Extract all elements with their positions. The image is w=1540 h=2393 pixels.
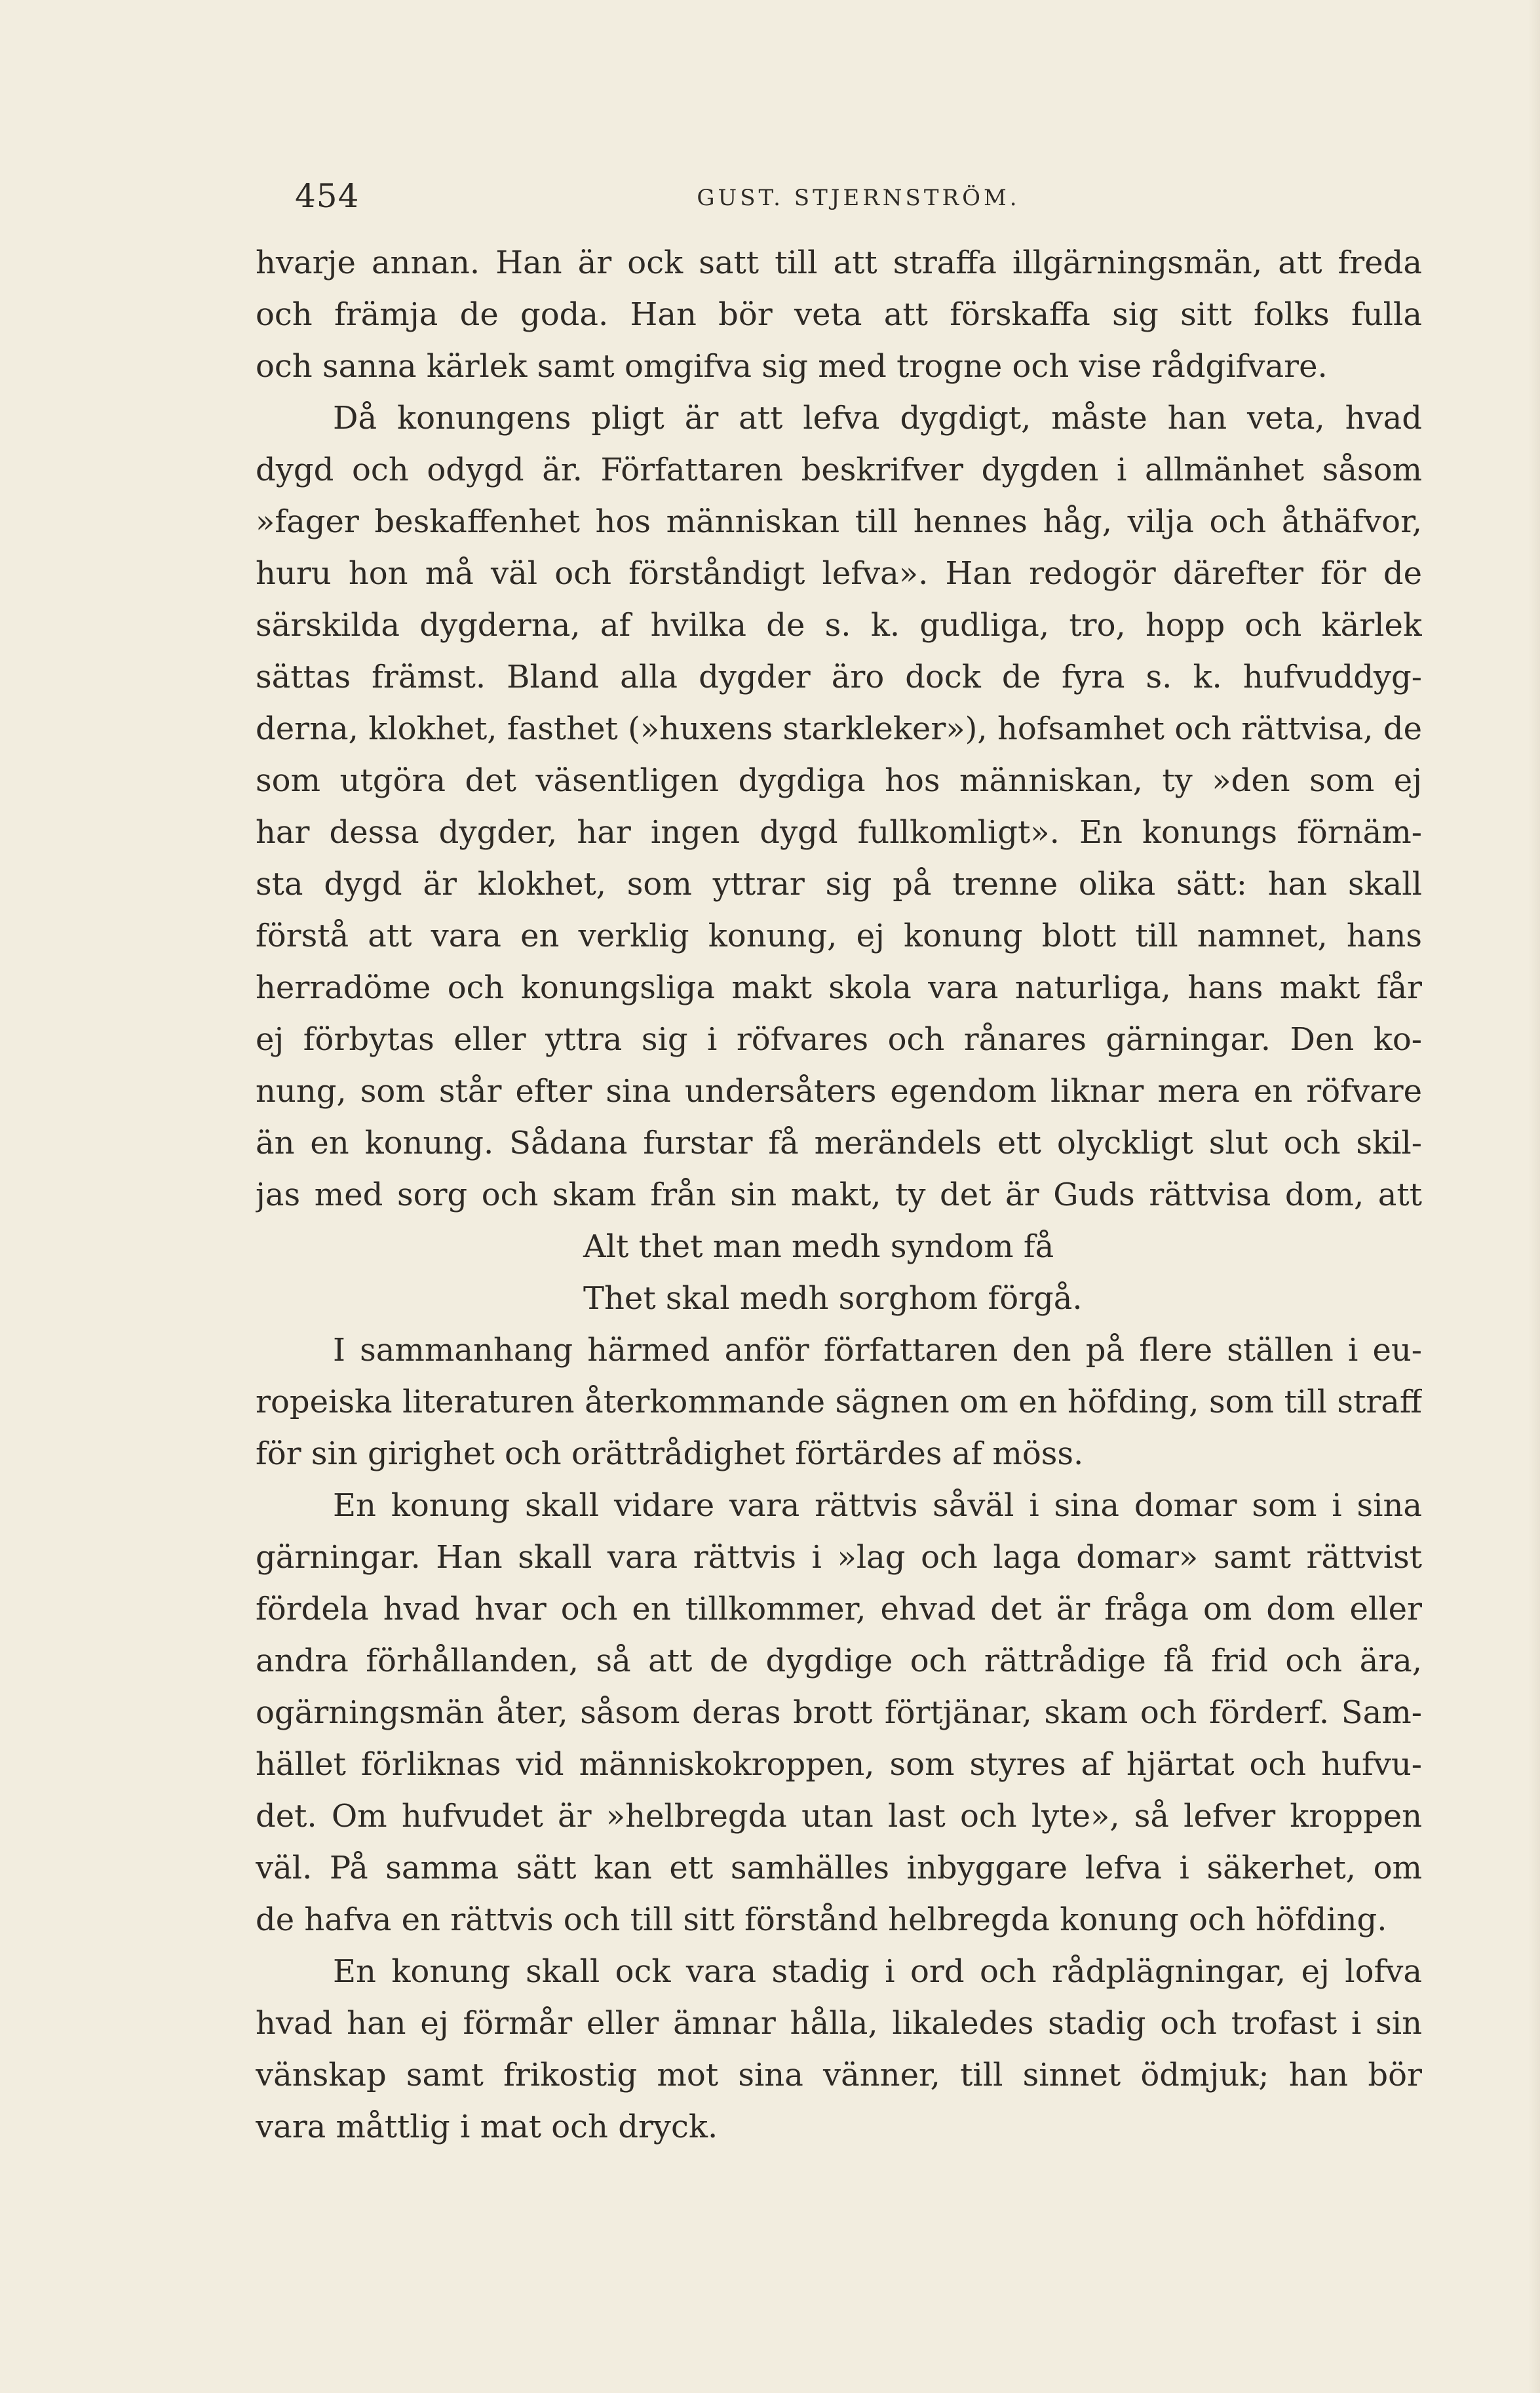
text-line: sättas främst. Bland alla dygder äro dock de fyra s. k. hufvuddyg-: [256, 659, 1422, 695]
text-line: än en konung. Sådana furstar få merändels ett olyckligt slut och skil-: [256, 1125, 1422, 1161]
text-line: det. Om hufvudet är »helbregda utan last och lyte», så lefver kroppen: [256, 1798, 1422, 1835]
text-line: hället förliknas vid människokroppen, som styres af hjärtat och hufvu-: [256, 1746, 1422, 1783]
text-line: dygd och odygd är. Författaren beskrifver dygden i allmänhet såsom: [256, 452, 1422, 488]
text-line: för sin girighet och orättrådighet förtärdes af möss.: [256, 1435, 1084, 1472]
text-line: andra förhållanden, så att de dygdige och rättrådige få frid och ära,: [256, 1643, 1422, 1679]
text-line: förstå att vara en verklig konung, ej konung blott till namnet, hans: [256, 918, 1422, 954]
text-line: fördela hvad hvar och en tillkommer, ehvad det är fråga om dom eller: [256, 1591, 1422, 1627]
verse-line: Thet skal medh sorghom förgå.: [583, 1280, 1083, 1317]
page-header: [295, 177, 1422, 223]
running-head: GUST. STJERNSTRÖM.: [697, 185, 1020, 211]
text-line: vara måttlig i mat och dryck.: [256, 2109, 718, 2145]
text-line: hvarje annan. Han är ock satt till att straffa illgärningsmän, att freda: [256, 244, 1422, 281]
text-line: som utgöra det väsentligen dygdiga hos människan, ty »den som ej: [256, 762, 1422, 799]
text-line: och sanna kärlek samt omgifva sig med trogne och vise rådgifvare.: [256, 348, 1328, 385]
text-line: väl. På samma sätt kan ett samhälles inbyggare lefva i säkerhet, om: [256, 1850, 1422, 1886]
text-line: huru hon må väl och förståndigt lefva». Han redogör därefter för de: [256, 555, 1422, 592]
text-line: och främja de goda. Han bör veta att förskaffa sig sitt folks fulla: [256, 296, 1422, 333]
text-line: herradöme och konungsliga makt skola vara naturliga, hans makt får: [256, 969, 1422, 1006]
text-line: vänskap samt frikostig mot sina vänner, till sinnet ödmjuk; han bör: [256, 2057, 1422, 2093]
text-line: nung, som står efter sina undersåters egendom liknar mera en röfvare: [256, 1073, 1422, 1110]
text-line: Då konungens pligt är att lefva dygdigt, måste han veta, hvad: [333, 400, 1422, 437]
text-line: särskilda dygderna, af hvilka de s. k. gudliga, tro, hopp och kärlek: [256, 607, 1422, 644]
text-line: ogärningsmän åter, såsom deras brott förtjänar, skam och förderf. Sam-: [256, 1694, 1422, 1731]
text-line: de hafva en rättvis och till sitt förstånd helbregda konung och höfding.: [256, 1901, 1387, 1938]
text-line: En konung skall vidare vara rättvis såväl i sina domar som i sina: [333, 1487, 1422, 1524]
text-line: gärningar. Han skall vara rättvis i »lag och laga domar» samt rättvist: [256, 1539, 1422, 1576]
text-line: jas med sorg och skam från sin makt, ty det är Guds rättvisa dom, att: [256, 1177, 1422, 1213]
text-line: har dessa dygder, har ingen dygd fullkomligt». En konungs förnäm-: [256, 814, 1422, 851]
text-line: derna, klokhet, fasthet (»huxens starkleker»), hofsamhet och rättvisa, de: [256, 710, 1422, 747]
body-text: [256, 237, 1422, 2153]
verse-line: Alt thet man medh syndom få: [583, 1228, 1054, 1265]
text-line: hvad han ej förmår eller ämnar hålla, likaledes stadig och trofast i sin: [256, 2005, 1422, 2042]
text-line: ropeiska literaturen återkommande sägnen om en höfding, som till straff: [256, 1384, 1422, 1420]
page-edge-shadow: [1528, 0, 1540, 2393]
page-number: 454: [295, 177, 360, 215]
text-line: En konung skall ock vara stadig i ord och rådplägningar, ej lofva: [333, 1953, 1422, 1990]
text-line: ej förbytas eller yttra sig i röfvares och rånares gärningar. Den ko-: [256, 1021, 1422, 1058]
text-line: »fager beskaffenhet hos människan till hennes håg, vilja och åthäfvor,: [256, 503, 1422, 540]
text-line: sta dygd är klokhet, som yttrar sig på trenne olika sätt: han skall: [256, 866, 1422, 903]
text-line: I sammanhang härmed anför författaren den på flere ställen i eu-: [333, 1332, 1422, 1369]
